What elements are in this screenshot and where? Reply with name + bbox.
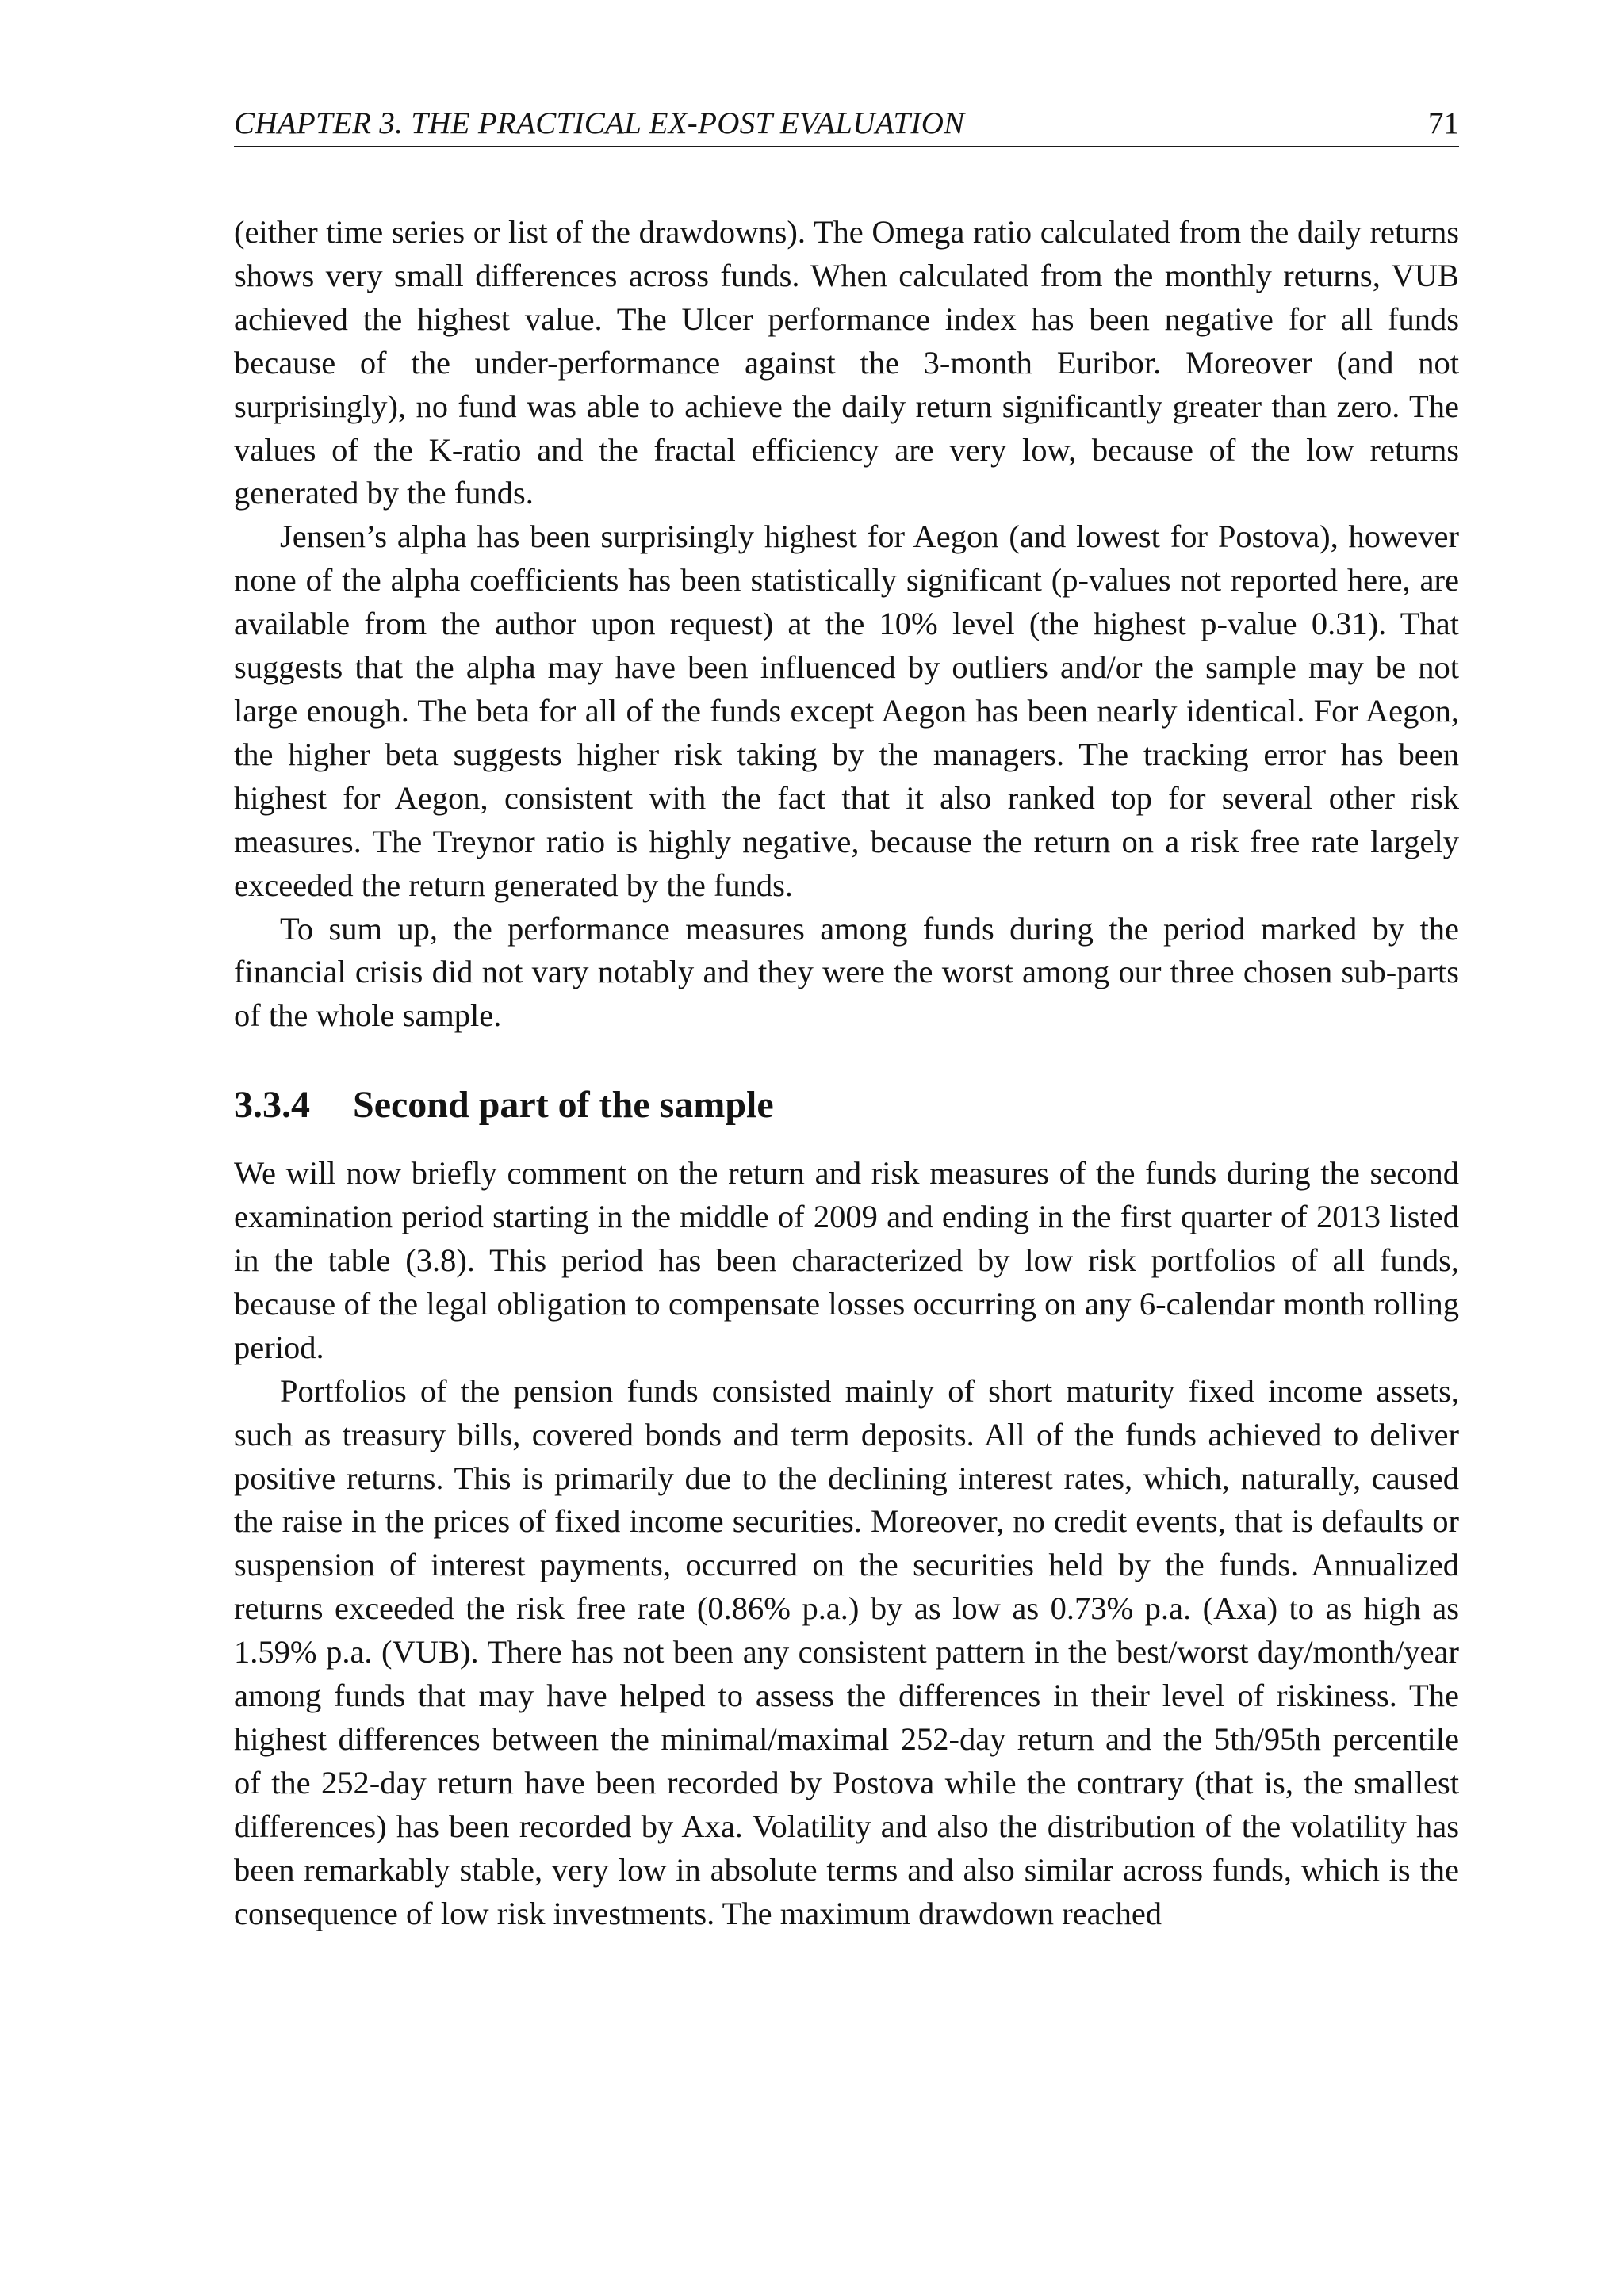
section-heading	[234, 1081, 1459, 1129]
paragraph-portfolios: Portfolios of the pension funds consisted mainly of short maturity fixed income assets, such as treasury bills, covered bonds and term deposits. All of the funds achieved to deliver positive returns. This is primarily due to the declining interest rates, which, naturally, caused the raise in the prices of fixed income securities. Moreover, no credit events, that is defaults or suspension of interest payments, occurred on the securities held by the funds. Annualized returns exceeded the risk free rate (0.86% p.a.) by as low as 0.73% p.a. (Axa) to as high as 1.59% p.a. (VUB). There has not been any consistent pattern in the best/worst day/month/year among funds that may have helped to assess the differences in their level of riskiness. The highest differences between the minimal/maximal 252-day return and the 5th/95th percentile of the 252-day return have been recorded by Postova while the contrary (that is, the smallest differences) has been recorded by Axa. Volatility and also the distribution of the volatility has been remarkably stable, very low in absolute terms and also similar across funds, which is the consequence of low risk investments. The maximum drawdown reached	[234, 1372, 1459, 1931]
section-title: Second part of the sample	[353, 1084, 774, 1127]
section-number: 3.3.4	[234, 1084, 310, 1127]
paragraph-omega-ulcer: (either time series or list of the drawdowns). The Omega ratio calculated from the daily returns shows very small differences across funds. When calculated from the monthly returns, VUB achieved the highest value. The Ulcer performance index has been negative for all funds because of the under-performance against the 3-month Euribor. Moreover (and not surprisingly), no fund was able to achieve the daily return significantly greater than zero. The values of the K-ratio and the fractal efficiency are very low, because of the low returns generated by the funds.	[234, 214, 1459, 511]
body-text	[234, 211, 1459, 1936]
page-header	[234, 101, 1459, 147]
paragraph-jensens-alpha: Jensen’s alpha has been surprisingly highest for Aegon (and lowest for Postova), however none of the alpha coefficients has been statistically significant (p-values not reported here, are available from the author upon request) at the 10% level (the highest p-value 0.31). That suggests that the alpha may have been influenced by outliers and/or the sample may be not large enough. The beta for all of the funds except Aegon has been nearly identical. For Aegon, the higher beta suggests higher risk taking by the managers. The tracking error has been highest for Aegon, consistent with the fact that it also ranked top for several other risk measures. The Treynor ratio is highly negative, because the return on a risk free rate largely exceeded the return generated by the funds.	[234, 519, 1459, 903]
page-number: 71	[1428, 106, 1459, 140]
running-title: CHAPTER 3. THE PRACTICAL EX-POST EVALUATION	[234, 106, 965, 140]
paragraph-summary: To sum up, the performance measures among funds during the period marked by the financial crisis did not vary notably and they were the worst among our three chosen sub-parts of the whole sample.	[234, 910, 1459, 1034]
paragraph-second-period-intro: We will now briefly comment on the return and risk measures of the funds during the second examination period starting in the middle of 2009 and ending in the first quarter of 2013 listed in the table (3.8). This period has been characterized by low risk portfolios of all funds, because of the legal obligation to compensate losses occurring on any 6-calendar month rolling period.	[234, 1155, 1459, 1365]
